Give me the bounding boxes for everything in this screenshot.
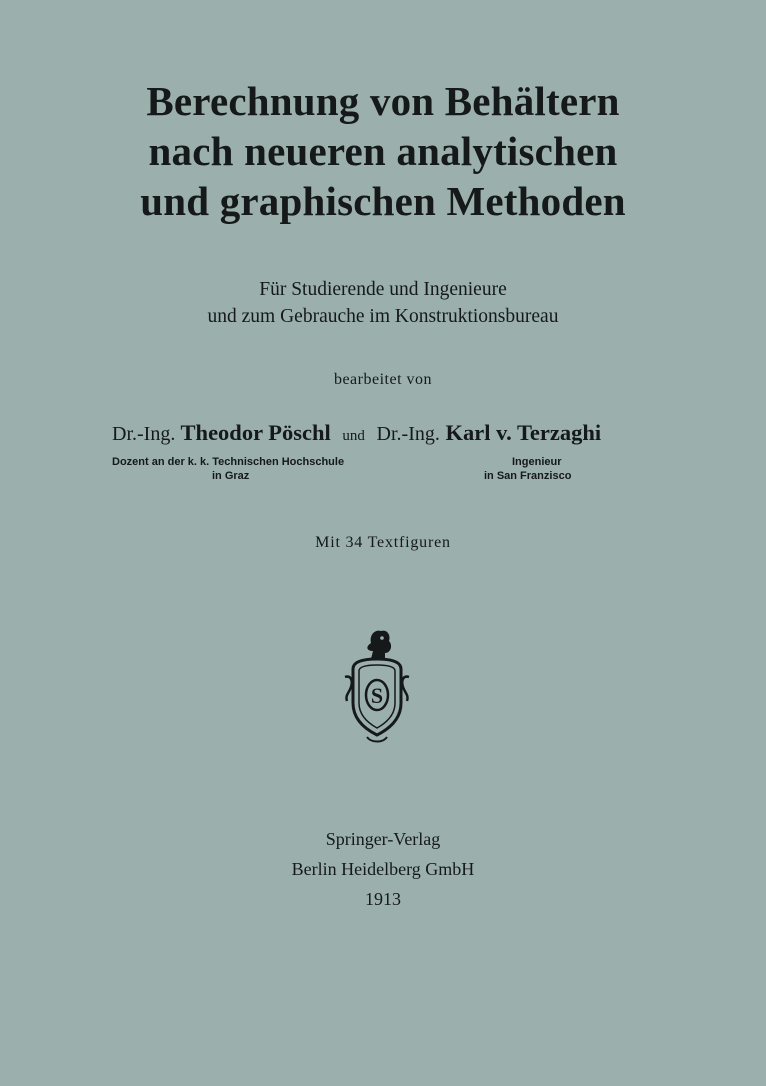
book-subtitle [0, 276, 766, 330]
author2-degree: Dr.-Ing. [376, 423, 440, 445]
title-line-3: und graphischen Methoden [140, 178, 626, 224]
authors-line [112, 420, 601, 446]
author2-affiliation-line-2: in San Franzisco [484, 470, 572, 482]
author2-affiliation-line-1: Ingenieur [512, 456, 562, 468]
subtitle-line-1: Für Studierende und Ingenieure [259, 279, 507, 300]
book-title [0, 76, 766, 226]
subtitle-line-2: und zum Gebrauche im Konstruktionsbureau [207, 306, 559, 327]
author2-name: Karl v. Terzaghi [445, 420, 602, 445]
edited-by-label: bearbeitet von [333, 371, 433, 388]
publisher-place: Berlin Heidelberg GmbH [291, 859, 475, 879]
figures-note: Mit 34 Textfiguren [315, 534, 451, 551]
title-line-2: nach neueren analytischen [148, 128, 618, 174]
publisher-name: Springer-Verlag [325, 829, 441, 849]
logo-monogram: S [370, 683, 384, 708]
author1-name: Theodor Pöschl [180, 420, 331, 445]
title-line-1: Berechnung von Behältern [146, 78, 620, 124]
springer-knight-emblem-icon [341, 625, 413, 745]
author1-degree: Dr.-Ing. [112, 423, 176, 445]
author1-affiliation-line-2: in Graz [212, 470, 250, 482]
author1-affiliation [112, 455, 344, 483]
author2-affiliation [484, 455, 584, 483]
publisher-block [0, 824, 766, 914]
authors-block [112, 420, 652, 490]
authors-conjunction: und [342, 428, 365, 444]
publication-year: 1913 [365, 889, 401, 909]
author1-affiliation-line-1: Dozent an der k. k. Technischen Hochschule [112, 456, 345, 468]
